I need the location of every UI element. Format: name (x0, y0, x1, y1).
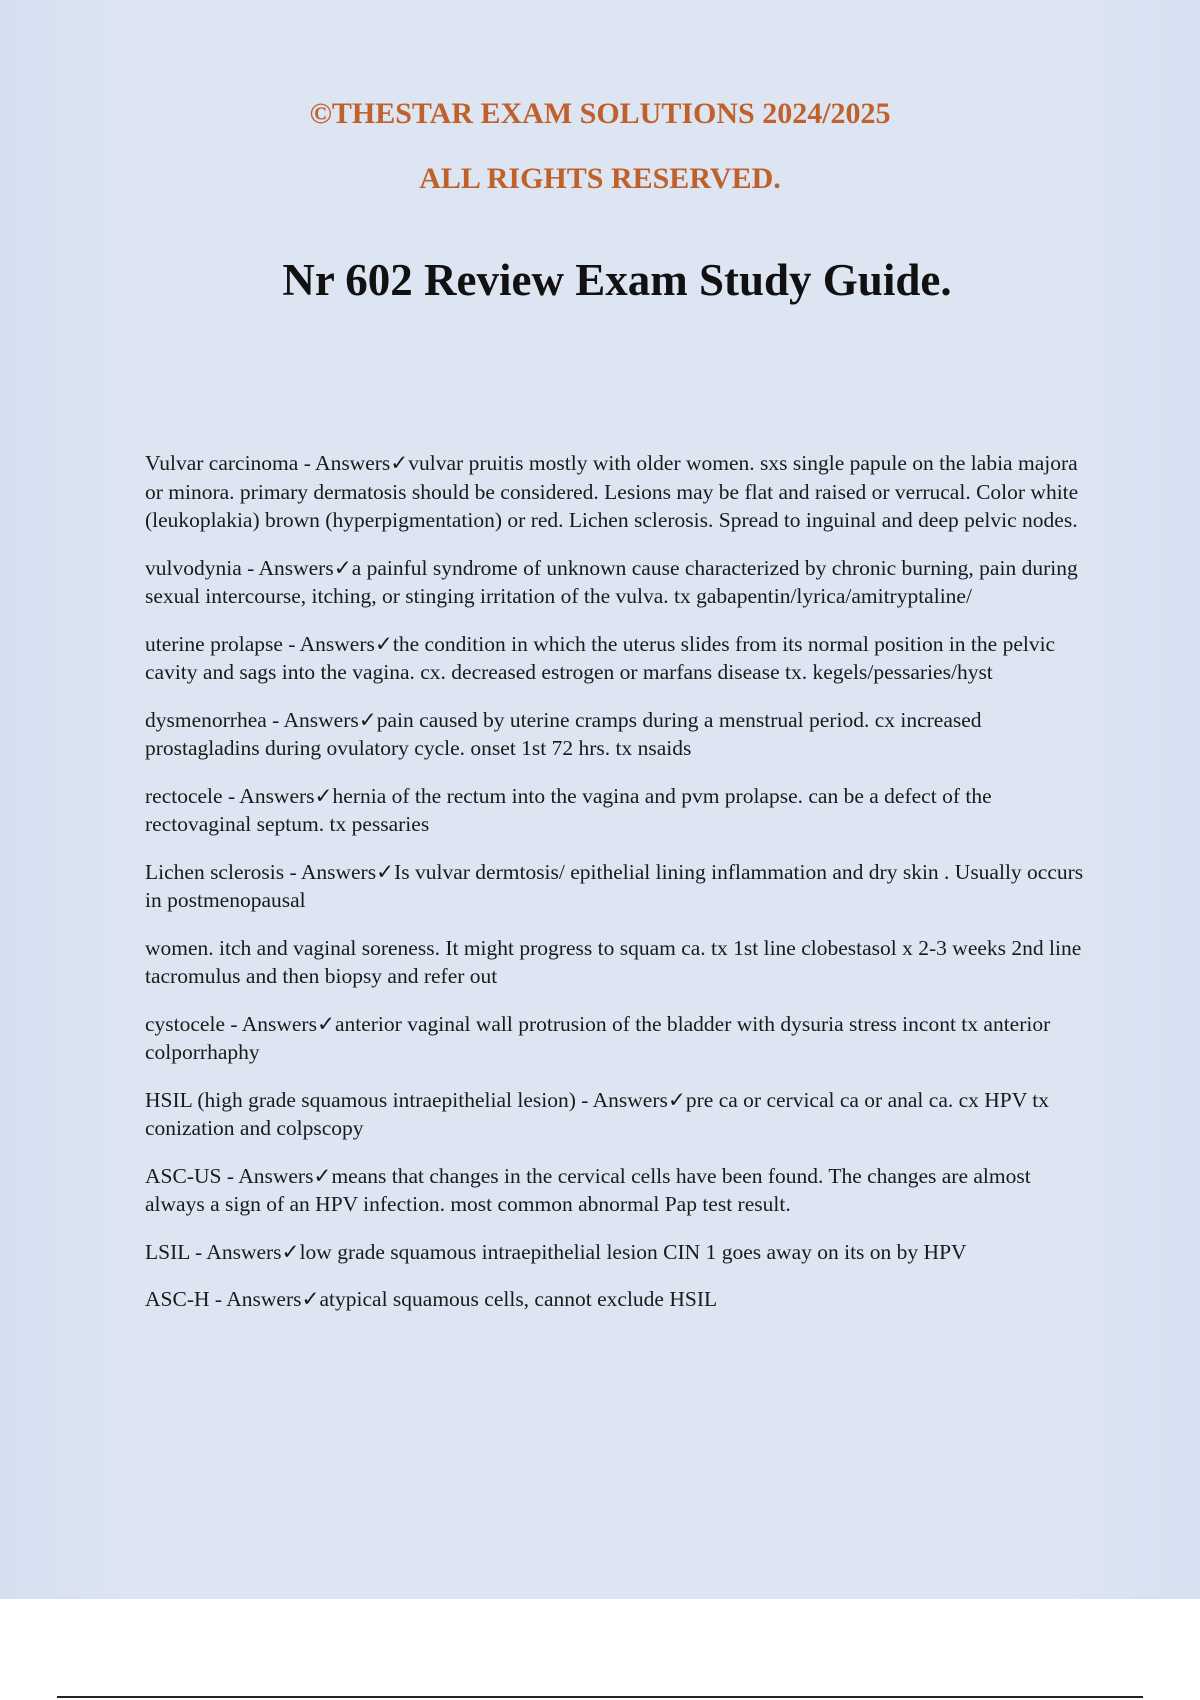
entry-dysmenorrhea: dysmenorrhea - Answers✓pain caused by uterine cramps during a menstrual period. cx increased prostagladins during ovulatory cycle. onset 1st 72 hrs. tx nsaids (145, 707, 982, 760)
entry-rectocele: rectocele - Answers✓hernia of the rectum into the vagina and pvm prolapse. can be a defect of the rectovaginal septum. tx pessaries (145, 783, 992, 836)
entry-lsil: LSIL - Answers✓low grade squamous intraepithelial lesion CIN 1 goes away on its on by HPV (145, 1239, 967, 1264)
document-title: Nr 602 Review Exam Study Guide. (282, 255, 952, 305)
footer-divider (57, 1696, 1143, 1698)
rights-reserved-watermark: ALL RIGHTS RESERVED. (419, 162, 781, 195)
entry-lichen-sclerosis-continued: women. itch and vaginal soreness. It might progress to squam ca. tx 1st line clobestasol x 2-3 weeks 2nd line tacromulus and then biopsy and refer out (145, 935, 1082, 988)
entry-asc-h: ASC-H - Answers✓atypical squamous cells, cannot exclude HSIL (145, 1287, 718, 1311)
entry-lichen-sclerosis: Lichen sclerosis - Answers✓Is vulvar dermtosis/ epithelial lining inflammation and dry skin . Usually occurs in postmenopausal (145, 859, 1084, 912)
entry-cystocele: cystocele - Answers✓anterior vaginal wall protrusion of the bladder with dysuria stress incont tx anterior colporrhaphy (145, 1011, 1051, 1064)
entry-vulvodynia: vulvodynia - Answers✓a painful syndrome of unknown cause characterized by chronic burning, pain during sexual intercourse, itching, or stinging irritation of the vulva. tx gabapentin/lyrica/amitryptaline/ (145, 555, 1078, 608)
entry-uterine-prolapse: uterine prolapse - Answers✓the condition in which the uterus slides from its normal position in the pelvic cavity and sags into the vagina. cx. decreased estrogen or marfans disease tx. kegels/pessaries/hyst (145, 631, 1056, 684)
entry-asc-us: ASC-US - Answers✓means that changes in the cervical cells have been found. The changes are almost always a sign of an HPV infection. most common abnormal Pap test result. (145, 1163, 1031, 1216)
entry-hsil: HSIL (high grade squamous intraepithelial lesion) - Answers✓pre ca or cervical ca or anal ca. cx HPV tx conization and colpscopy (145, 1087, 1049, 1140)
study-guide-entries (145, 449, 1095, 1333)
entry-vulvar-carcinoma: Vulvar carcinoma - Answers✓vulvar pruitis mostly with older women. sxs single papule on the labia majora or minora. primary dermatosis should be considered. Lesions may be flat and raised or verrucal. Color white (leukoplakia) brown (hyperpigmentation) or red. Lichen sclerosis. Spread to inguinal and deep pelvic nodes. (145, 451, 1079, 532)
copyright-watermark: ©THESTAR EXAM SOLUTIONS 2024/2025 (309, 97, 891, 130)
